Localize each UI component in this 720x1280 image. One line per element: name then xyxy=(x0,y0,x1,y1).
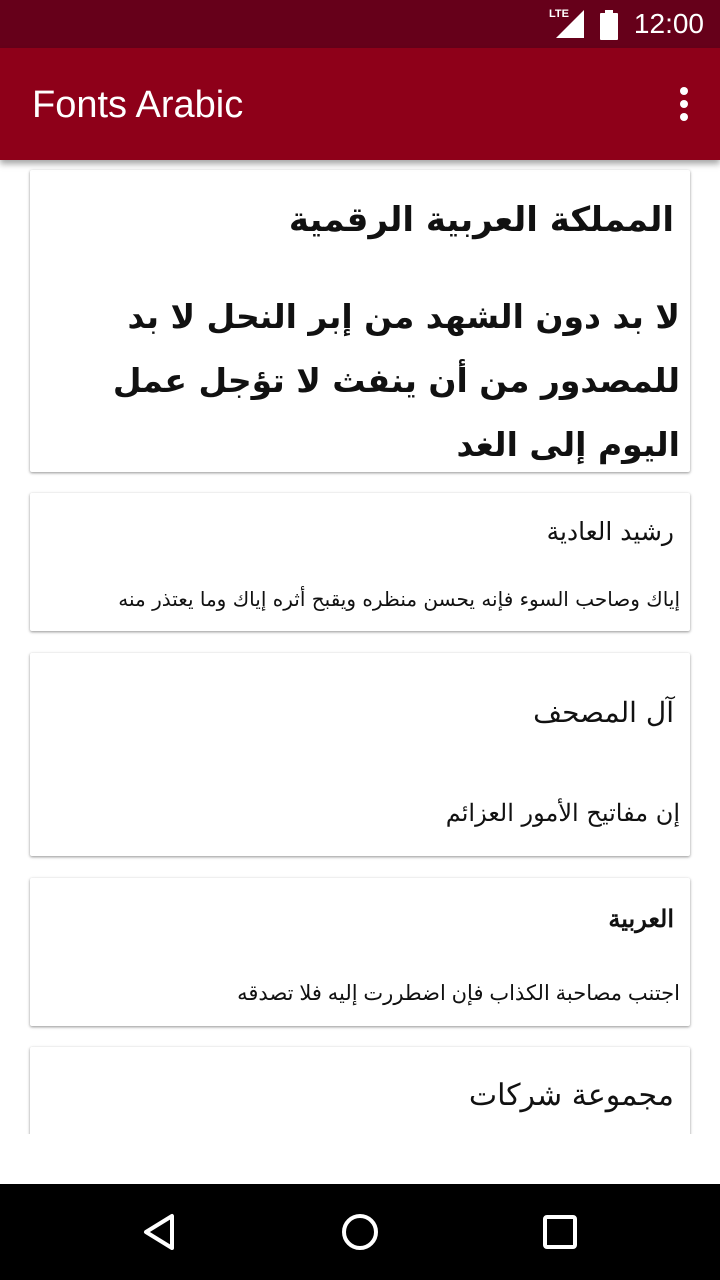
font-card[interactable] xyxy=(30,878,690,1026)
font-card[interactable] xyxy=(30,170,690,472)
app-bar xyxy=(0,48,720,160)
battery-icon xyxy=(598,10,620,40)
home-circle-icon[interactable] xyxy=(336,1208,384,1256)
font-list[interactable] xyxy=(0,160,720,1134)
cell-signal-icon xyxy=(556,10,584,38)
navigation-bar xyxy=(0,1184,720,1280)
back-triangle-icon[interactable] xyxy=(136,1208,184,1256)
font-sample: اجتنب مصاحبة الكذاب فإن اضطررت إليه فلا تصدقه xyxy=(237,982,680,1005)
recents-square-icon[interactable] xyxy=(536,1208,584,1256)
font-name: مجموعة شركات xyxy=(468,1078,674,1113)
network-type-label: LTE xyxy=(549,8,569,20)
status-bar xyxy=(0,0,720,48)
font-card[interactable] xyxy=(30,1047,690,1134)
more-vert-icon[interactable] xyxy=(676,86,692,122)
font-sample: لا بد دون الشهد من إبر النحل لا بد للمصدور من أن ينفث لا تؤجل عمل اليوم إلى الغد xyxy=(112,297,680,464)
font-name: آل المصحف xyxy=(533,696,674,729)
app-title: Fonts Arabic xyxy=(32,84,244,126)
font-name: المملكة العربية الرقمية xyxy=(288,200,674,240)
font-card[interactable] xyxy=(30,493,690,631)
font-card[interactable] xyxy=(30,653,690,856)
clock: 12:00 xyxy=(633,8,704,39)
font-name: رشيد العادية xyxy=(546,517,674,546)
font-sample: إن مفاتيح الأمور العزائم xyxy=(445,799,680,827)
font-name: العربية xyxy=(608,906,674,933)
font-sample: إياك وصاحب السوء فإنه يحسن منظره ويقبح أثره إياك وما يعتذر منه xyxy=(118,587,680,611)
